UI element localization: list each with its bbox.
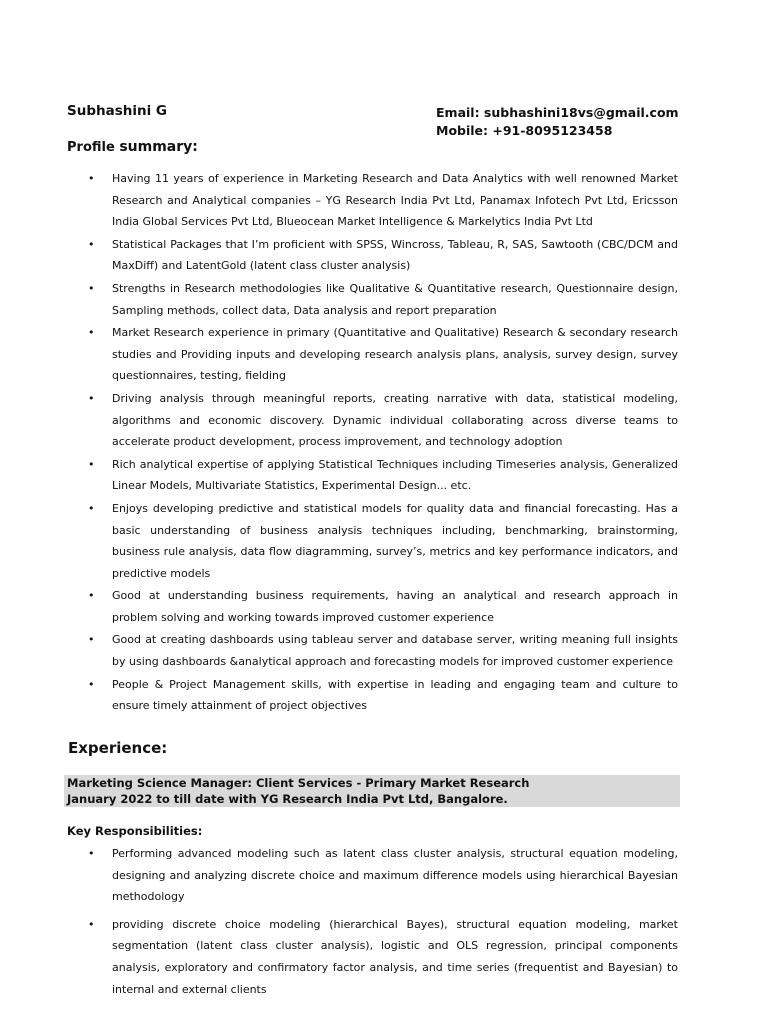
profile-summary-list bbox=[0, 168, 768, 718]
profile-item: • Driving analysis through meaningful reports, creating narrative with data, statistical modeling, algorithms and economic discovery. Dynamic individual collaborating across diverse teams to accelerate product development, process improvement, and technology adoption bbox=[0, 388, 768, 453]
profile-summary-heading bbox=[67, 139, 198, 155]
profile-item: • Good at creating dashboards using tableau server and database server, writing meaning full insights by using dashboards &analytical approach and forecasting models for improved customer experience bbox=[0, 629, 768, 672]
responsibility-item: • providing discrete choice modeling (hierarchical Bayes), structural equation modeling, market segmentation (latent class cluster analysis), logistic and OLS regression, principal components analysis, exploratory and confirmatory factor analysis, and time series (frequentist and Bayesian) to internal and external clients bbox=[0, 914, 768, 1000]
key-responsibilities-heading: Key Responsibilities: bbox=[67, 824, 203, 838]
responsibilities-list bbox=[0, 843, 768, 1006]
profile-item: • Strengths in Research methodologies like Qualitative & Quantitative research, Questionnaire design, Sampling methods, collect data, Data analysis and report preparation bbox=[0, 278, 768, 321]
job-title: Marketing Science Manager: Client Services - Primary Market Research bbox=[67, 776, 530, 790]
profile-item: • People & Project Management skills, with expertise in leading and engaging team and culture to ensure timely attainment of project objectives bbox=[0, 674, 768, 717]
profile-item: • Good at understanding business requirements, having an analytical and research approach in problem solving and working towards improved customer experience bbox=[0, 585, 768, 628]
experience-heading: Experience: bbox=[68, 739, 168, 757]
profile-item: • Market Research experience in primary (Quantitative and Qualitative) Research & secondary research studies and Providing inputs and developing research analysis plans, analysis, survey design, survey questionnaires, testing, fielding bbox=[0, 322, 768, 387]
profile-heading-prefix: Profile bbox=[67, 140, 120, 155]
profile-item: • Statistical Packages that I’m proficient with SPSS, Wincross, Tableau, R, SAS, Sawtooth (CBC/DCM and MaxDiff) and LatentGold (latent class cluster analysis) bbox=[0, 234, 768, 277]
profile-item: • Rich analytical expertise of applying Statistical Techniques including Timeseries analysis, Generalized Linear Models, Multivariate Statistics, Experimental Design... etc. bbox=[0, 454, 768, 497]
profile-heading-main: summary: bbox=[119, 139, 198, 155]
email-line: Email: subhashini18vs@gmail.com bbox=[436, 105, 679, 120]
job-period: January 2022 to till date with YG Research India Pvt Ltd, Bangalore. bbox=[67, 792, 508, 806]
job-header-box bbox=[64, 775, 680, 807]
profile-item: • Enjoys developing predictive and statistical models for quality data and financial forecasting. Has a basic understanding of business analysis techniques including, benchmarking, brainstorming, business rule analysis, data flow diagramming, survey’s, metrics and key performance indicators, and predictive models bbox=[0, 498, 768, 584]
profile-item: • Having 11 years of experience in Marketing Research and Data Analytics with well renowned Market Research and Analytical companies – YG Research India Pvt Ltd, Panamax Infotech Pvt Ltd, Ericsson India Global Services Pvt Ltd, Blueocean Market Intelligence & Markelytics India Pvt Ltd bbox=[0, 168, 768, 233]
mobile-line: Mobile: +91-8095123458 bbox=[436, 123, 613, 138]
candidate-name: Subhashini G bbox=[67, 103, 168, 119]
responsibility-item: • Performing advanced modeling such as latent class cluster analysis, structural equation modeling, designing and analyzing discrete choice and maximum difference models using hierarchical Bayesian methodology bbox=[0, 843, 768, 908]
contact-block bbox=[436, 104, 679, 140]
